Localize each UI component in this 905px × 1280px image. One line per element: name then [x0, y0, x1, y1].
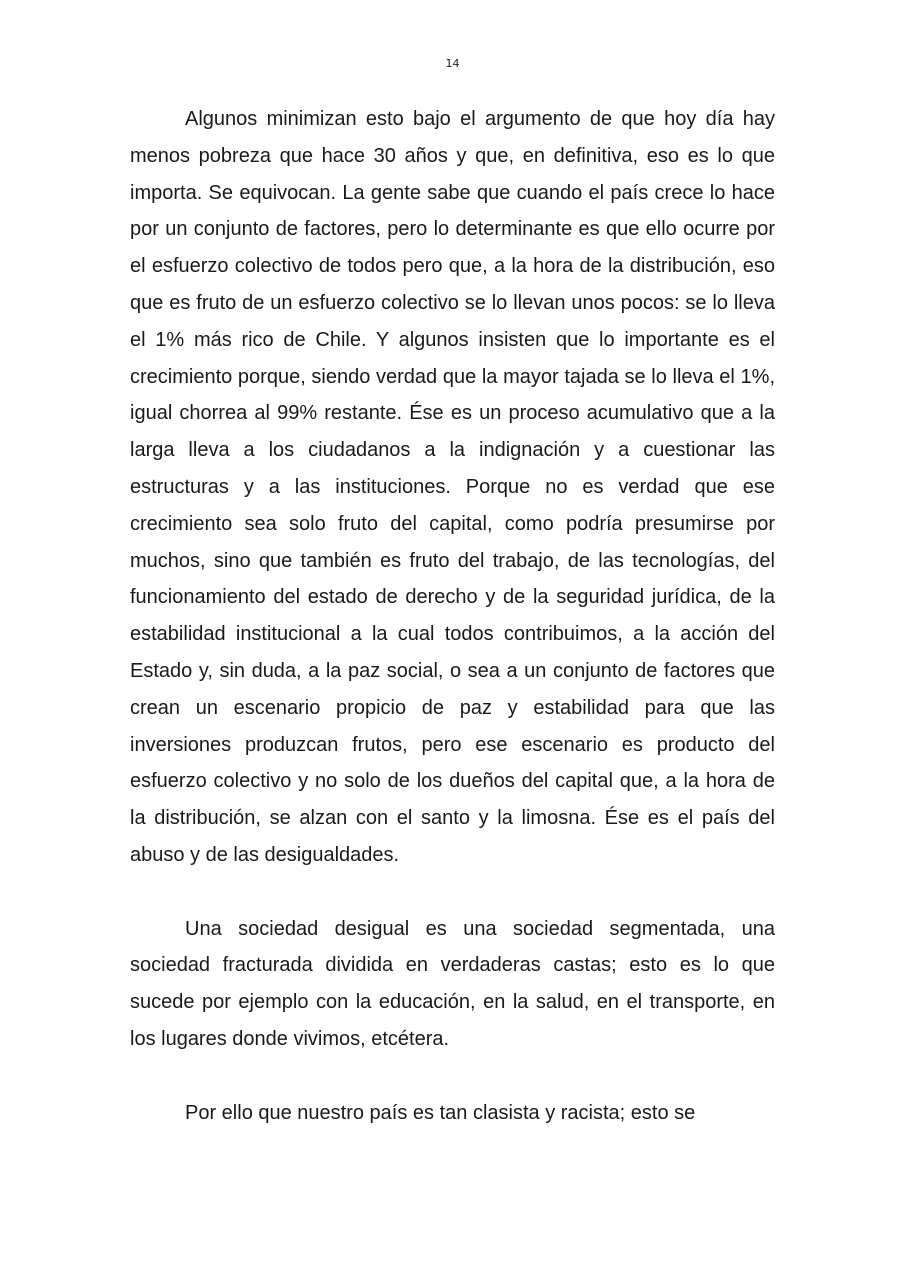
page-number: 14	[445, 57, 460, 70]
paragraph-2: Una sociedad desigual es una sociedad segmentada, una sociedad fracturada dividida en verdaderas castas; esto es lo que sucede por ejemplo con la educación, en la salud, en el transporte, en los lugares donde vivimos, etcétera.	[130, 917, 775, 1050]
paragraph-3: Por ello que nuestro país es tan clasista y racista; esto se	[185, 1101, 696, 1124]
paragraph-1: Algunos minimizan esto bajo el argumento de que hoy día hay menos pobreza que hace 30 años y que, en definitiva, eso es lo que importa. Se equivocan. La gente sabe que cuando el país crece lo hace por un conjunto de factores, pero lo determinante es que ello ocurre por el esfuerzo colectivo de todos pero que, a la hora de la distribución, eso que es fruto de un esfuerzo colectivo se lo llevan unos pocos: se lo lleva el 1% más rico de Chile. Y algunos insisten que lo importante es el crecimiento porque, siendo verdad que la mayor tajada se lo lleva el 1%, igual chorrea al 99% restante. Ése es un proceso acumulativo que a la larga lleva a los ciudadanos a la indignación y a cuestionar las estructuras y a las instituciones. Porque no es verdad que ese crecimiento sea solo fruto del capital, como podría presumirse por muchos, sino que también es fruto del trabajo, de las tecnologías, del funcionamiento del estado de derecho y de la seguridad jurídica, de la estabilidad institucional a la cual todos contribuimos, a la acción del Estado y, sin duda, a la paz social, o sea a un conjunto de factores que crean un escenario propicio de paz y estabilidad para que las inversiones produzcan frutos, pero ese escenario es producto del esfuerzo colectivo y no solo de los dueños del capital que, a la hora de la distribución, se alzan con el santo y la limosna. Ése es el país del abuso y de las desigualdades.	[130, 108, 775, 866]
body-text	[130, 101, 775, 1131]
